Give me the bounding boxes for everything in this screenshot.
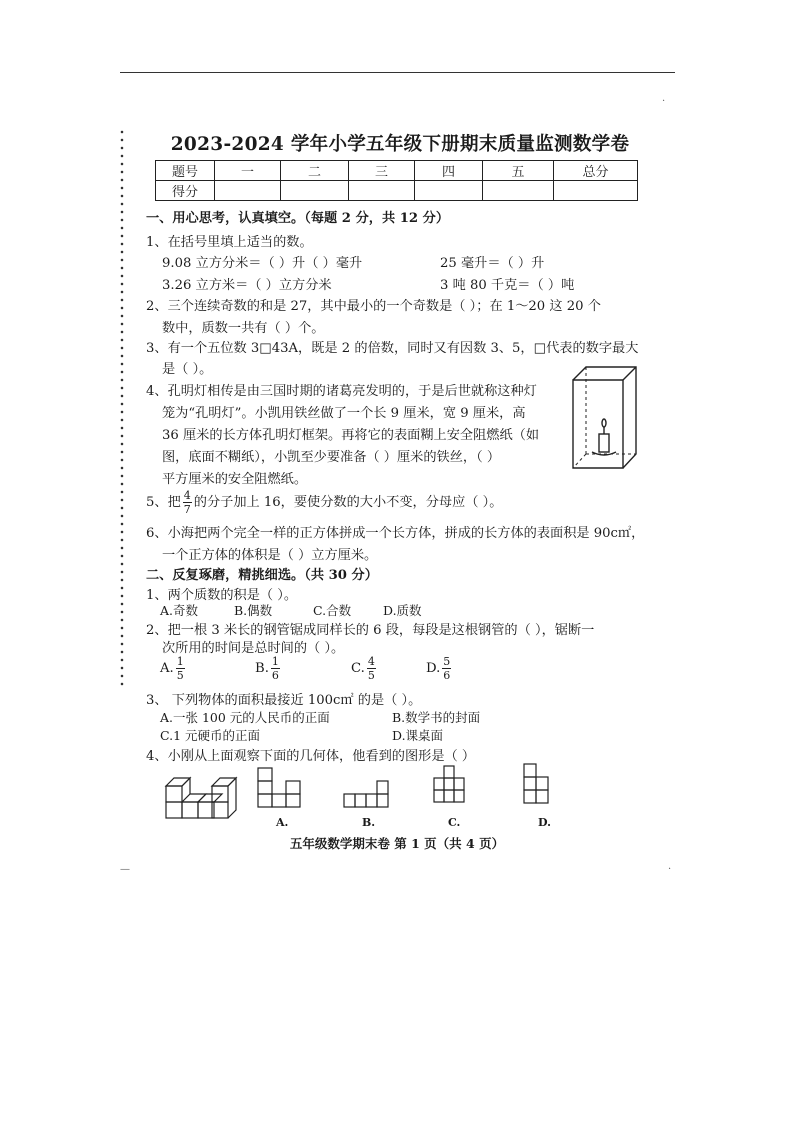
page-title: 2023-2024 学年小学五年级下册期末质量监测数学卷 (170, 134, 630, 155)
cube-stack-figure (162, 774, 238, 820)
view-option-d-figure[interactable] (522, 762, 558, 810)
view-option-d-label[interactable]: D. (538, 816, 551, 829)
option-letter: C. (351, 661, 365, 676)
score-input-cell[interactable] (349, 181, 415, 201)
score-table-score-row (156, 181, 638, 201)
mc3-text: 3、 下列物体的面积最接近 100c㎡ 的是（ ）。 (146, 693, 422, 708)
cuboid-back-edges (573, 367, 636, 468)
score-input-cell[interactable] (215, 181, 281, 201)
fraction-numerator: 4 (367, 655, 375, 668)
mc1-option-c[interactable]: C.合数 (313, 603, 352, 618)
score-input-cell[interactable] (281, 181, 349, 201)
option-fraction (271, 656, 280, 681)
option-fraction (367, 656, 376, 681)
view-option-b-figure[interactable] (342, 778, 392, 810)
q1-text: 1、在括号里填上适当的数。 (146, 235, 313, 250)
section2-header: 二、反复琢磨，精挑细选。（共 30 分） (146, 568, 378, 583)
fraction-numerator: 4 (183, 489, 191, 502)
q6-line: 6、小海把两个完全一样的正方体拼成一个长方体，拼成的长方体的表面积是 90c㎡， (146, 526, 645, 541)
mc2-line: 次所用的时间是总时间的（ ）。 (162, 641, 345, 656)
q4-line: 4、孔明灯相传是由三国时期的诸葛亮发明的，于是后世就称这种灯 (146, 384, 537, 399)
top-rule (120, 72, 675, 73)
score-cell: 总分 (554, 161, 638, 181)
view-option-a-label[interactable]: A. (276, 816, 289, 829)
score-cell: 一 (215, 161, 281, 181)
mc3-option-b[interactable]: B.数学书的封面 (392, 710, 481, 725)
mc3-option-c[interactable]: C.1 元硬币的正面 (160, 728, 261, 743)
corner-mark: — (120, 864, 130, 875)
corner-mark: · (662, 96, 666, 107)
score-cell: 五 (483, 161, 554, 181)
fraction-numerator: 5 (443, 655, 451, 668)
fraction-numerator: 1 (271, 655, 279, 668)
mc1-text: 1、两个质数的积是（ ）。 (146, 588, 298, 603)
binding-dots (120, 128, 124, 688)
mc3-option-a[interactable]: A.一张 100 元的人民币的正面 (160, 710, 330, 725)
page-footer: 五年级数学期末卷 第 1 页（共 4 页） (289, 836, 505, 851)
mc1-option-b[interactable]: B.偶数 (234, 603, 273, 618)
mc4-text: 4、小刚从上面观察下面的几何体，他看到的图形是（ ） (146, 749, 476, 764)
mc1-option-d[interactable]: D.质数 (383, 603, 422, 618)
option-letter: A. (160, 661, 174, 676)
score-cell: 二 (281, 161, 349, 181)
mc3-option-d[interactable]: D.课桌面 (392, 728, 444, 743)
q2-line: 数中，质数一共有（ ）个。 (162, 321, 325, 336)
q4-line: 图，底面不糊纸），小凯至少要准备（ ）厘米的铁丝，（ ） (162, 450, 501, 465)
hidden-edge (573, 454, 586, 468)
score-input-cell[interactable] (483, 181, 554, 201)
option-fraction (442, 656, 451, 681)
mc2-option-d[interactable] (426, 656, 453, 681)
cuboid-top-edge (623, 367, 636, 380)
mc2-option-a[interactable] (160, 656, 187, 681)
q5-prefix: 5、把 (146, 495, 181, 510)
fraction-denominator: 5 (176, 669, 184, 682)
q1-blank-c: 3.26 立方米＝（ ）立方分米 (162, 278, 332, 293)
q4-line: 平方厘米的安全阻燃纸。 (162, 472, 308, 487)
score-cell: 得分 (156, 181, 215, 201)
q2-line: 2、三个连续奇数的和是 27，其中最小的一个奇数是（ ）；在 1～20 这 20 个 (146, 299, 601, 314)
q5-suffix: 的分子加上 16，要使分数的大小不变，分母应（ ）。 (193, 495, 503, 510)
score-table-header-row (156, 161, 638, 181)
mc1-option-a[interactable]: A.奇数 (160, 603, 199, 618)
q1-blank-a: 9.08 立方分米＝（ ）升（ ）毫升 (162, 256, 363, 271)
fraction-denominator: 7 (183, 503, 191, 516)
q3-line: 3、有一个五位数 3□43A，既是 2 的倍数，同时又有因数 3、5，□代表的数字最大 (146, 341, 639, 356)
fraction-numerator: 1 (176, 655, 184, 668)
score-input-cell[interactable] (554, 181, 638, 201)
fraction-denominator: 5 (367, 669, 375, 682)
fraction-denominator: 6 (271, 669, 279, 682)
q5-fraction (183, 490, 192, 515)
q5-line (146, 490, 502, 515)
q4-line: 笼为“孔明灯”。小凯用铁丝做了一个长 9 厘米，宽 9 厘米，高 (162, 406, 526, 421)
corner-mark: · (668, 864, 672, 875)
score-table (155, 160, 638, 201)
lantern-cuboid-figure (570, 364, 640, 472)
score-cell: 三 (349, 161, 415, 181)
score-cell: 四 (415, 161, 483, 181)
option-letter: D. (426, 661, 441, 676)
view-option-c-figure[interactable] (432, 764, 468, 810)
q4-line: 36 厘米的长方体孔明灯框架。再将它的表面糊上安全阻燃纸（如 (162, 428, 540, 443)
view-option-a-figure[interactable] (256, 766, 304, 810)
q6-line: 一个正方体的体积是（ ）立方厘米。 (162, 548, 378, 563)
option-letter: B. (255, 661, 269, 676)
candle-body (599, 434, 609, 452)
fraction-denominator: 6 (443, 669, 451, 682)
q3-line: 是（ ）。 (162, 362, 213, 377)
view-option-c-label[interactable]: C. (448, 816, 461, 829)
section1-header: 一、用心思考，认真填空。（每题 2 分，共 12 分） (146, 211, 450, 226)
score-input-cell[interactable] (415, 181, 483, 201)
q1-blank-b: 25 毫升＝（ ）升 (440, 256, 545, 271)
mc2-option-c[interactable] (351, 656, 378, 681)
view-option-b-label[interactable]: B. (362, 816, 376, 829)
mc2-line: 2、把一根 3 米长的钢管锯成同样长的 6 段，每段是这根钢管的（ ），锯断一 (146, 623, 595, 638)
score-cell: 题号 (156, 161, 215, 181)
option-fraction (176, 656, 185, 681)
q1-blank-d: 3 吨 80 千克＝（ ）吨 (440, 278, 575, 293)
candle-flame (602, 419, 606, 427)
mc2-option-b[interactable] (255, 656, 282, 681)
